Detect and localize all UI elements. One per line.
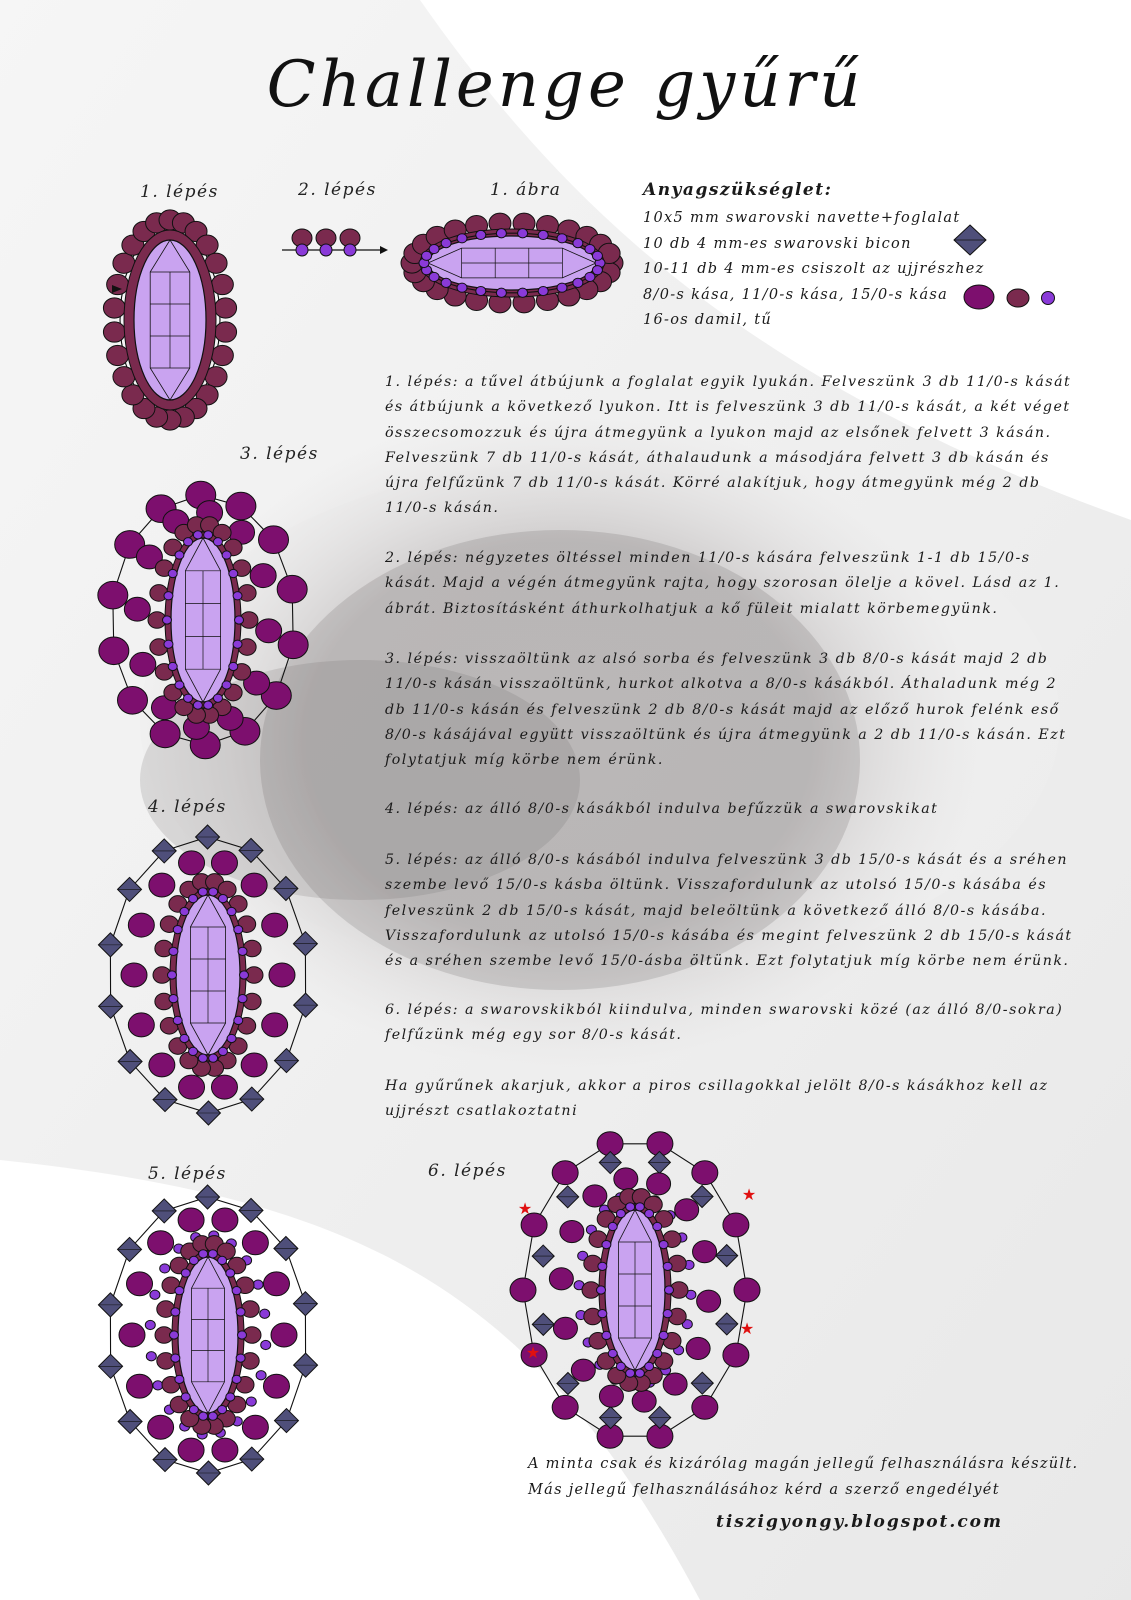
bead-8: [242, 1231, 268, 1255]
bead-8: [734, 1278, 760, 1302]
bead-8: [241, 873, 267, 897]
bead-8: [149, 873, 175, 897]
material-item: 16-os damil, tű: [643, 312, 772, 328]
bead-15: [171, 1354, 180, 1362]
bead-11: [211, 345, 233, 365]
bead-15: [173, 925, 182, 933]
bead-8: [262, 913, 288, 937]
bead-15: [169, 995, 178, 1003]
bead-15: [175, 1287, 184, 1295]
bead-15: [168, 569, 177, 577]
bead-15: [476, 286, 486, 295]
bead-8: [178, 1208, 204, 1232]
bead-11: [103, 298, 125, 318]
bead-15: [592, 266, 602, 275]
bead-15: [665, 1286, 674, 1294]
bead-8: [212, 1438, 238, 1462]
bead-15: [659, 1331, 668, 1339]
bead-8: [256, 619, 282, 643]
material-item: 10-11 db 4 mm-es csiszolt az ujjrészhez: [643, 261, 985, 277]
bead-15: [518, 288, 528, 297]
bead-15: [160, 1264, 170, 1273]
bead-15: [429, 272, 439, 281]
red-star-icon: ★: [741, 1185, 757, 1204]
bead-11: [107, 345, 129, 365]
bead-8: [119, 1323, 145, 1347]
bead-15: [608, 1349, 617, 1357]
bead-15: [429, 244, 439, 253]
bead-15: [457, 283, 467, 292]
bead-15: [616, 1362, 625, 1370]
bead-15: [608, 1222, 617, 1230]
bead-8: [242, 1415, 268, 1439]
bead-15: [180, 1034, 189, 1042]
bead-15: [175, 681, 184, 689]
bead-15: [236, 1308, 245, 1316]
bead-8-icon: [964, 285, 994, 309]
bead-8: [675, 1199, 699, 1221]
bead-15: [189, 1405, 198, 1413]
bead-15: [232, 1287, 241, 1295]
bead-15: [616, 1209, 625, 1217]
bead-11: [103, 322, 125, 342]
bead-8: [124, 597, 150, 621]
bead-8: [241, 1053, 267, 1077]
bead-15: [260, 1309, 270, 1318]
bead-8: [278, 631, 308, 659]
bead-8: [179, 851, 205, 875]
bead-15: [146, 1352, 156, 1361]
bead-15: [441, 239, 451, 248]
bead-15: [296, 244, 308, 256]
bead-15: [168, 662, 177, 670]
bead-15: [208, 1412, 217, 1420]
bead-15: [232, 1375, 241, 1383]
bead-15: [198, 1054, 207, 1062]
bead-15: [238, 995, 247, 1003]
bead-15: [457, 234, 467, 243]
bead-15: [592, 251, 602, 260]
bead-15: [184, 694, 193, 702]
bead-8: [130, 652, 156, 676]
step2-diagram: [280, 222, 390, 272]
bead-15: [213, 694, 222, 702]
bead-8: [226, 492, 256, 520]
bead-15: [199, 1412, 208, 1420]
step4-diagram: [100, 825, 330, 1125]
bead-15: [663, 1310, 672, 1318]
bead-15: [238, 947, 247, 955]
instruction-step6: 6. lépés: a swarovskikból kiindulva, minden swarovski közé (az álló 8/0-sokra) felfűzünk még egy sor 8/0-s kását.: [385, 1002, 1064, 1044]
bead-15: [573, 239, 583, 248]
bead-15: [226, 1393, 235, 1401]
step1-diagram: [100, 205, 240, 435]
bead-15: [193, 531, 202, 539]
bead-15: [189, 1047, 198, 1055]
bead-8: [553, 1317, 577, 1339]
bead-8: [697, 1290, 721, 1312]
bead-15: [173, 1016, 182, 1024]
bead-8: [117, 686, 147, 714]
bead-15: [573, 278, 583, 287]
bead-15: [164, 640, 173, 648]
bead-15: [145, 1320, 155, 1329]
bead-8: [127, 1272, 153, 1296]
bead-8: [693, 1241, 717, 1263]
bead-8: [692, 1395, 718, 1419]
bead-8: [259, 526, 289, 554]
bead-8: [149, 1053, 175, 1077]
step5-label: 5. lépés: [148, 1164, 227, 1184]
bead-15: [209, 1054, 218, 1062]
bead-8: [271, 1323, 297, 1347]
bead-15: [246, 1397, 256, 1406]
materials-icons: [950, 225, 1060, 315]
bead-15: [181, 1393, 190, 1401]
bead-8: [663, 1373, 687, 1395]
bead-15: [233, 640, 242, 648]
bead-15: [238, 1331, 247, 1339]
bead-15: [344, 244, 356, 256]
bead-15: [653, 1222, 662, 1230]
bead-15: [209, 888, 218, 896]
red-star-icon: ★: [739, 1319, 755, 1338]
website-link[interactable]: tiszigyongy.blogspot.com: [716, 1512, 1004, 1532]
bead-8: [121, 963, 147, 987]
bead-8: [211, 851, 237, 875]
bead-15: [218, 1047, 227, 1055]
instruction-step1: 1. lépés: a tűvel átbújunk a foglalat egyik lyukán. Felveszünk 3 db 11/0-s kását és átbújunk a következő lyukon. Itt is felveszünk 3 db 11/0-s kását, a két véget összecsomozzuk és újra átmegyünk a lyukon majd az elsőnek felvett 3 kásán. Felveszünk 7 db 11/0-s kását, áthalaudunk a másodjára felvett 3 db kásán és újra felfűzünk 7 db 11/0-s kását. Körré alakítjuk, hogy átmegyünk még 2 db 11/0-s kásán.: [385, 374, 1072, 517]
bead-15: [557, 283, 567, 292]
bead-8: [178, 1438, 204, 1462]
bead-15: [222, 551, 231, 559]
bead-8: [263, 1374, 289, 1398]
bead-15: [240, 971, 249, 979]
bead-15: [635, 1203, 644, 1211]
bead-15: [659, 1240, 668, 1248]
bead-8: [583, 1185, 607, 1207]
bead-15: [153, 1381, 163, 1390]
instruction-ring-note: Ha gyűrűnek akarjuk, akkor a piros csillagokkal jelölt 8/0-s kásákhoz kell az ujjrészt csatlakoztatni: [385, 1078, 1049, 1120]
bead-15: [626, 1369, 635, 1377]
bead-8: [269, 963, 295, 987]
bead-15: [213, 538, 222, 546]
bead-11: [107, 274, 129, 294]
bead-15: [150, 1290, 160, 1299]
bead-11: [215, 322, 237, 342]
material-item: 10 db 4 mm-es swarovski bicon: [643, 235, 912, 252]
step3-label: 3. lépés: [240, 444, 319, 464]
bead-15: [253, 1280, 263, 1289]
bead-8: [614, 1168, 638, 1190]
bead-15: [198, 888, 207, 896]
bead-8: [560, 1221, 584, 1243]
bead-15: [234, 1016, 243, 1024]
step4-label: 4. lépés: [148, 797, 227, 817]
figure1-label: 1. ábra: [490, 180, 562, 200]
bead-15: [199, 1250, 208, 1258]
bead-15: [663, 1262, 672, 1270]
bead-15: [602, 1240, 611, 1248]
bead-15: [189, 894, 198, 902]
bead-15: [320, 244, 332, 256]
bead-15: [602, 1331, 611, 1339]
bead-15: [635, 1369, 644, 1377]
footer-note: A minta csak és kizárólag magán jellegű felhasználásra készült. Más jellegű felhasználásához kérd a szerző engedélyét: [528, 1456, 1079, 1498]
bead-11-icon: [1007, 289, 1029, 307]
bead-15: [441, 278, 451, 287]
bead-15: [476, 230, 486, 239]
bead-15: [234, 925, 243, 933]
material-item: 10x5 mm swarovski navette+foglalat: [643, 210, 961, 226]
bead-8: [262, 1013, 288, 1037]
bead-8: [211, 1075, 237, 1099]
bead-8: [179, 1075, 205, 1099]
bead-15: [585, 244, 595, 253]
bead-8: [128, 913, 154, 937]
step6-label: 6. lépés: [428, 1161, 507, 1181]
bead-15: [557, 234, 567, 243]
bead-8: [692, 1161, 718, 1185]
bead-15: [229, 662, 238, 670]
bead-15: [496, 288, 506, 297]
bead-8: [552, 1395, 578, 1419]
instruction-step4: 4. lépés: az álló 8/0-s kásákból indulva befűzzük a swarovskikat: [385, 801, 939, 817]
bead-15: [204, 701, 213, 709]
bead-15: [218, 1256, 227, 1264]
bead-15: [496, 229, 506, 238]
bead-15: [208, 1250, 217, 1258]
red-star-icon: ★: [525, 1343, 541, 1362]
bead-8: [632, 1390, 656, 1412]
bead-15: [184, 538, 193, 546]
step3-diagram: [95, 480, 325, 760]
bead-8: [127, 1374, 153, 1398]
bead-15: [538, 286, 548, 295]
bead-8: [571, 1359, 595, 1381]
bead-15: [170, 1331, 179, 1339]
bead-8: [647, 1173, 671, 1195]
bead-8: [277, 575, 307, 603]
bead-15: [222, 681, 231, 689]
step2-label: 2. lépés: [298, 180, 377, 200]
materials-title: Anyagszükséglet:: [643, 180, 833, 200]
bead-15: [236, 1354, 245, 1362]
bead-8: [212, 1208, 238, 1232]
bead-15: [598, 1262, 607, 1270]
bead-8: [686, 1337, 710, 1359]
figure1-diagram: [400, 208, 630, 318]
bead-15: [233, 592, 242, 600]
step5-diagram: [100, 1185, 330, 1490]
bead-15: [218, 894, 227, 902]
bead-15: [163, 616, 172, 624]
bead-8: [128, 1013, 154, 1037]
bead-15: [189, 1256, 198, 1264]
bead-8: [723, 1213, 749, 1237]
bead-8: [150, 720, 180, 748]
bead-15: [598, 1310, 607, 1318]
bead-15: [175, 1375, 184, 1383]
instruction-step5: 5. lépés: az álló 8/0-s kásából indulva felveszünk 3 db 15/0-s kását és a sréhen szembe levő 15/0-s kásba öltünk. Visszafordulunk az utolsó 15/0-s kásába és felveszünk 2 db 15/0-s kását, majd beleöltünk a következő álló 8/0-s kásába. Visszafordulunk az utolsó 15/0-s kásába és megint felveszünk 2 db 15/0-s kását és a sréhen szembe levő 15/0-ásba öltünk. Ezt folytatjuk míg körbe nem érünk.: [385, 852, 1073, 970]
bead-11: [211, 274, 233, 294]
bead-15: [261, 1340, 271, 1349]
bead-8: [99, 637, 129, 665]
bead-8: [263, 1272, 289, 1296]
arrow-icon: [380, 246, 388, 254]
bead-8: [250, 564, 276, 588]
bead-15: [181, 1269, 190, 1277]
instruction-step3: 3. lépés: visszaöltünk az alsó sorba és felveszünk 3 db 8/0-s kását majd 2 db 11/0-s kásán visszaöltünk, hurkot alkotva a 8/0-s kásákból. Áthaladunk még 2 db 11/0-s kásán és felveszünk 2 db 8/0-s kását majd az előző hurok felénk eső 8/0-s kásájával együtt visszaöltünk és újra átmegyünk a 2 db 11/0-s kásán. Ezt folytatjuk míg körbe nem érünk.: [385, 651, 1067, 769]
bead-15: [235, 616, 244, 624]
bead-15: [653, 1349, 662, 1357]
bead-15: [585, 272, 595, 281]
bead-15: [169, 947, 178, 955]
bead-8: [510, 1278, 536, 1302]
bead-15: [518, 229, 528, 238]
bead-15: [218, 1405, 227, 1413]
page-title: Challenge gyűrű: [266, 48, 865, 122]
step1-label: 1. lépés: [140, 182, 219, 202]
instruction-step2: 2. lépés: négyzetes öltéssel minden 11/0-s kására felveszünk 1-1 db 15/0-s kását. Majd a végén átmegyünk rajta, hogy szorosan ölelje a kövel. Lásd az 1. ábrát. Biztosításként áthurkolhatjuk a kő füleit mialatt körbemegyünk.: [385, 550, 1061, 617]
bead-15: [175, 551, 184, 559]
bead-15: [180, 907, 189, 915]
bead-15: [422, 251, 432, 260]
bead-15: [645, 1362, 654, 1370]
bead-15: [538, 230, 548, 239]
material-item: 8/0-s kása, 11/0-s kása, 15/0-s kása: [643, 286, 949, 303]
bead-15: [193, 701, 202, 709]
bead-8: [552, 1161, 578, 1185]
bead-11: [215, 298, 237, 318]
bead-8: [599, 1385, 623, 1407]
bead-15-icon: [1042, 292, 1055, 305]
bead-15: [229, 569, 238, 577]
bead-15: [171, 1308, 180, 1316]
bead-15: [164, 592, 173, 600]
bead-15: [168, 971, 177, 979]
bead-8: [549, 1268, 573, 1290]
bead-8: [723, 1343, 749, 1367]
bead-15: [597, 1286, 606, 1294]
bead-8: [98, 581, 128, 609]
bead-15: [204, 531, 213, 539]
bead-15: [256, 1371, 266, 1380]
bead-15: [626, 1203, 635, 1211]
bead-15: [645, 1209, 654, 1217]
bead-8: [148, 1415, 174, 1439]
bead-15: [227, 1034, 236, 1042]
bead-15: [226, 1269, 235, 1277]
bead-15: [227, 907, 236, 915]
bead-8: [148, 1231, 174, 1255]
red-star-icon: ★: [517, 1199, 533, 1218]
step6-diagram: [505, 1122, 765, 1452]
